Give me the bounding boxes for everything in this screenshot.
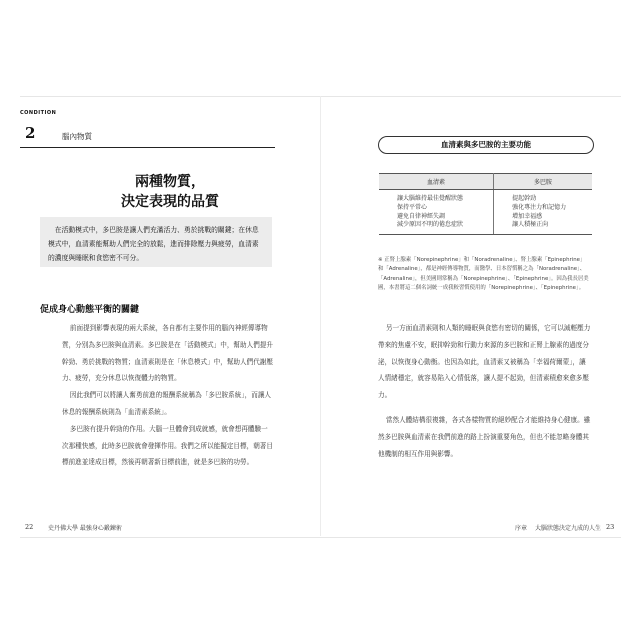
list-item: 讓大腦維持最佳覺醒狀態 [397, 195, 464, 202]
list-item: 減少原因不明的倦怠症狀 [397, 221, 464, 229]
list-item: 增加幸福感 [512, 212, 543, 220]
table-header-dopamine: 多巴胺 [494, 174, 592, 190]
condition-number: 2 [25, 124, 36, 142]
table-header-serotonin: 血清素 [379, 174, 494, 190]
serotonin-functions [379, 190, 494, 235]
headline-line-1: 兩種物質， [135, 174, 205, 190]
section-subhead: 促成身心動態平衡的關鍵 [40, 305, 140, 315]
list-item: 避免自律神經失調 [397, 212, 446, 220]
paragraph: 另一方面血清素則和人類的睡眠與食慾有密切的關係，它可以減輕壓力帶來的焦慮不安，眠抑幹勁和行動力來源的多巴胺和正腎上腺素的過度分泌，以恢復身心動衡。也因為如此，血清素又被稱為「幸福荷爾蒙」，讓人情緒穩定，就容易陷入心情低落，讓人提不起勁，但清素積愈來愈多壓力。 [378, 324, 591, 400]
left-body [62, 320, 274, 471]
dopamine-functions [494, 190, 592, 235]
paragraph: 多巴胺有提升幹勁的作用。大腦一旦體會到成就感，就會想再體驗一次那種快感，此時多巴胺就會發揮作用。我們之所以能擬定目標，朝著目標前進並達成目標，然後再朝著新目標前進，就是多巴胺的功勞。 [62, 424, 273, 467]
list-item: 讓人積極正向 [512, 221, 549, 229]
paragraph: 前面提到影響表現的兩大系統，各自都有主要作用的腦內神經傳導物質，分別為多巴胺與血清素。多巴胺是在「活動模式」中，幫助人們提升幹勁、勇於挑戰的物質；血清素則是在「休息模式」中，幫助人們代謝壓力、疲勞，充分休息以恢復體力的物質。 [62, 324, 273, 383]
paragraph: 因此我們可以將讓人奮勇前進的報酬系統稱為「多巴胺系統」，而讓人休息的報酬系統則為「血清素系統」。 [62, 391, 272, 416]
headline-line-2: 決定表現的品質 [121, 194, 219, 210]
list-item: 強化專注力和記憶力 [512, 203, 567, 211]
running-footer-right: 大腦狀態決定九成的人生 [535, 525, 602, 532]
condition-title: 腦內物質 [62, 132, 92, 141]
list-item: 保持平常心 [397, 203, 428, 211]
running-footer-chapter: 序章 [515, 525, 528, 532]
function-box-title: 血清素與多巴胺的主要功能 [378, 136, 594, 154]
paragraph: 當然人體結構很複雜，各式各樣物質的絕妙配合才能維持身心健康。雖然多巴胺與血清素在我們前進的路上扮演重要角色，但也不能忽略身體其他機制的相互作用與影響。 [378, 415, 591, 458]
running-footer-left: 史丹佛大學 最強身心鍛鍊術 [48, 525, 122, 532]
page-number-left: 22 [25, 523, 34, 531]
function-table [379, 173, 592, 235]
right-body [378, 320, 592, 462]
table-row [379, 190, 592, 235]
intro-text: 在活動模式中，多巴胺是讓人們充滿活力、勇於挑戰的關鍵；在休息模式中，血清素能幫助人們完全的放鬆，進而排除壓力與疲勞，血清素的濃度與睡眠和食慾密不可分。 [48, 226, 259, 262]
list-item: 提起幹勁 [512, 195, 537, 202]
page-number-right: 23 [606, 523, 615, 531]
page-headline [40, 172, 300, 212]
condition-label: CONDITION [20, 110, 57, 116]
intro-box [40, 217, 272, 267]
page-gutter [320, 96, 321, 536]
section-rule [20, 147, 275, 148]
footnote: ※ 正腎上腺素「Norepinephrine」和「Noradrenaline」、腎上腺素「Epinephrine」和「Adrenaline」，都是神經傳導物質，而醫學、日本習慣稱之為「Noradrenaline」、「Adrenaline」，但美國則常稱為「Norepinephrine」、「Epinephrine」。因為我長居美國，本書將這二個名詞統一成我較習慣使用的「Norepinephrine」、「Epinephrine」。 [378, 257, 589, 292]
